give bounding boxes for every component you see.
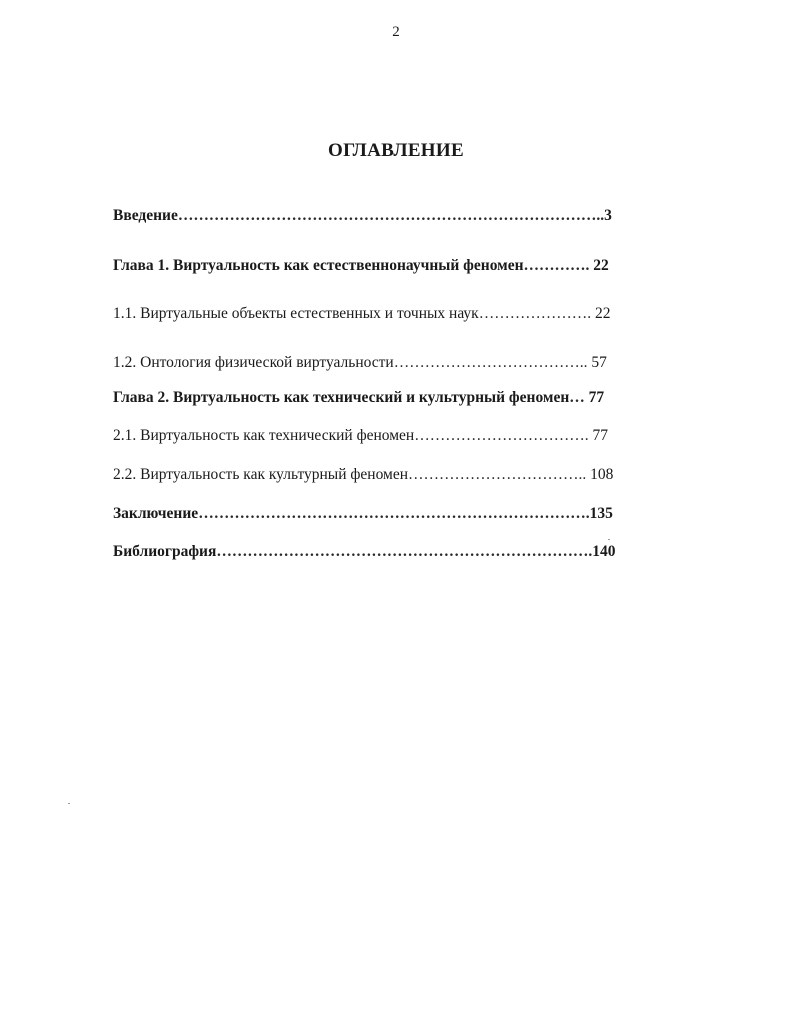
toc-leader-dots: ………………………………………………………………….: [198, 505, 590, 522]
toc-entry-page: 3: [604, 207, 612, 224]
toc-leader-dots: ………………………………..: [393, 354, 588, 371]
toc-entry-page: 135: [589, 505, 613, 522]
page-number: 2: [392, 24, 400, 40]
toc-entry-bibliography[interactable]: [113, 542, 616, 562]
toc-leader-dots: ……………………………………………………………….: [216, 543, 593, 560]
toc-entry-page: 77: [588, 427, 608, 444]
toc-entry-page: 57: [587, 354, 607, 371]
toc-entry-title: 1.2. Онтология физической виртуальности: [113, 354, 394, 371]
toc-entry-title: Глава 1. Виртуальность как естественнонаучный феномен: [113, 257, 524, 274]
toc-entry-introduction[interactable]: [113, 206, 612, 226]
toc-entry-section-2-2[interactable]: [113, 465, 613, 485]
toc-entry-chapter-1[interactable]: [113, 256, 609, 276]
toc-entry-title: Глава 2. Виртуальность как технический и культурный феномен: [113, 389, 570, 406]
toc-leader-dots: …………………………….: [414, 427, 589, 444]
toc-leader-dots: …: [569, 389, 585, 406]
toc-entry-title: Введение: [113, 207, 178, 224]
toc-entry-conclusion[interactable]: [113, 504, 613, 524]
toc-entry-section-2-1[interactable]: [113, 426, 608, 446]
toc-entry-title: 1.1. Виртуальные объекты естественных и точных наук: [113, 305, 479, 322]
toc-entry-page: 77: [584, 389, 605, 406]
toc-leader-dots: ………………………………………………………………………..: [177, 207, 605, 224]
toc-entry-chapter-2[interactable]: [113, 388, 604, 408]
page-title: ОГЛАВЛЕНИЕ: [328, 140, 464, 161]
scan-speck: [608, 539, 610, 540]
toc-entry-page: 22: [591, 305, 611, 322]
toc-entry-title: Заключение: [113, 505, 199, 522]
toc-entry-title: Библиография: [113, 543, 217, 560]
toc-leader-dots: ………………….: [478, 305, 592, 322]
toc-entry-page: 22: [589, 257, 609, 274]
toc-entry-section-1-1[interactable]: [113, 304, 610, 324]
toc-leader-dots: ……………………………..: [408, 466, 587, 483]
toc-entry-section-1-2[interactable]: [113, 353, 607, 373]
toc-entry-page: 108: [586, 466, 614, 483]
toc-leader-dots: ………….: [523, 257, 590, 274]
toc-entry-title: 2.2. Виртуальность как культурный феномен: [113, 466, 409, 483]
toc-entry-page: 140: [592, 543, 616, 560]
scan-speck: [68, 803, 70, 804]
toc-entry-title: 2.1. Виртуальность как технический феномен: [113, 427, 415, 444]
